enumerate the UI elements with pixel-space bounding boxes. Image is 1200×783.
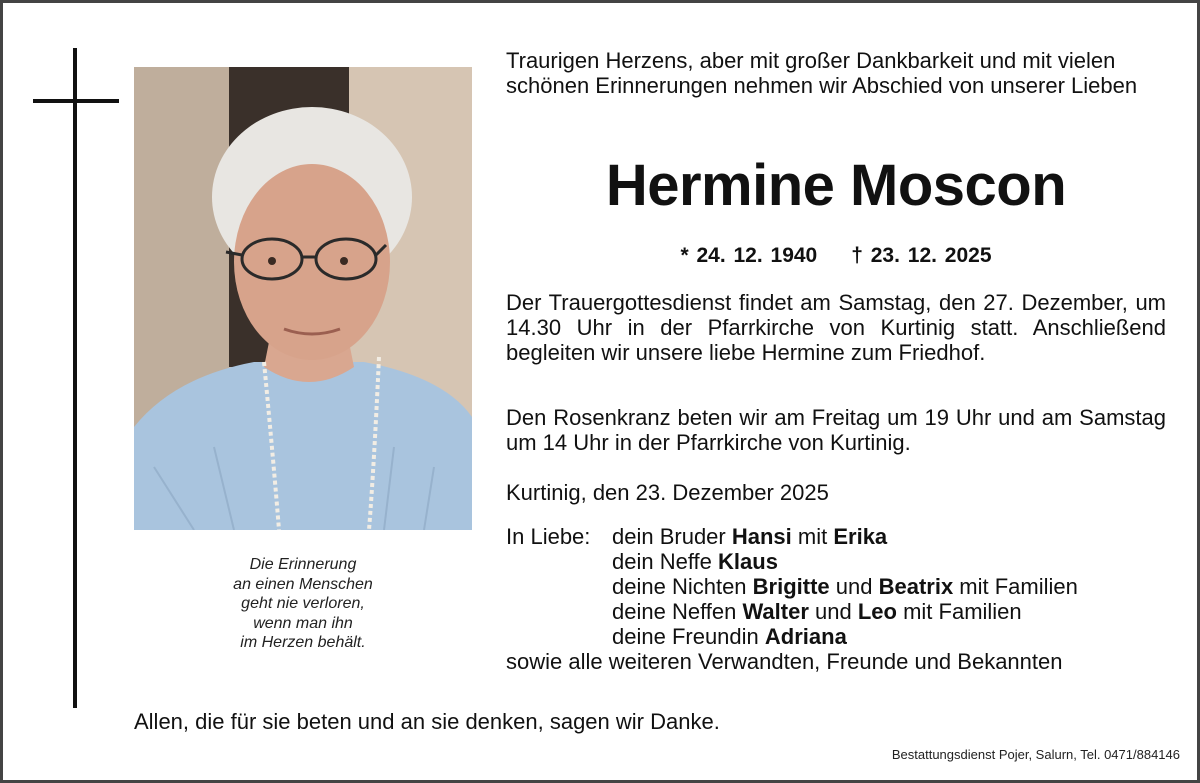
life-dates bbox=[506, 242, 1166, 270]
birth-date: * 24. 12. 1940 bbox=[680, 244, 818, 267]
mourner-row: In Liebe: dein Bruder Hansi mit Erika bbox=[506, 524, 888, 549]
funeral-service-contact: Bestattungsdienst Pojer, Salurn, Tel. 0471/884146 bbox=[891, 747, 1180, 762]
mourners-list bbox=[506, 524, 1078, 674]
mourner-row: deine Neffen Walter und Leo mit Familien bbox=[612, 599, 1022, 624]
thanks-line: Allen, die für sie beten und an sie denken, sagen wir Danke. bbox=[134, 709, 720, 734]
cross-icon-bar bbox=[33, 99, 119, 103]
mourner-row: dein Neffe Klaus bbox=[612, 549, 778, 574]
quote-line: im Herzen behält. bbox=[240, 634, 366, 651]
memorial-quote bbox=[134, 555, 472, 653]
intro-text: Traurigen Herzens, aber mit großer Dankbarkeit und mit vielen schönen Erinnerungen nehmen wir Abschied von unserer Lieben bbox=[506, 48, 1138, 98]
mourners-label: In Liebe: bbox=[506, 524, 591, 549]
cross-icon bbox=[73, 48, 77, 708]
mourner-row: deine Nichten Brigitte und Beatrix mit Familien bbox=[612, 574, 1078, 599]
service-paragraph: Der Trauergottesdienst findet am Samstag, den 27. Dezember, um 14.30 Uhr in der Pfarrkirche von Kurtinig statt. Anschließend begleiten wir unsere liebe Hermine zum Friedhof. bbox=[506, 290, 1166, 365]
quote-line: geht nie verloren, bbox=[241, 595, 365, 612]
rosary-paragraph: Den Rosenkranz beten wir am Freitag um 19 Uhr und am Samstag um 14 Uhr in der Pfarrkirche von Kurtinig. bbox=[506, 405, 1166, 455]
quote-line: wenn man ihn bbox=[253, 614, 353, 632]
quote-line: an einen Menschen bbox=[233, 575, 373, 593]
portrait-photo bbox=[134, 67, 472, 530]
mourner-row: deine Freundin Adriana bbox=[612, 624, 847, 649]
place-date: Kurtinig, den 23. Dezember 2025 bbox=[506, 480, 829, 505]
mourners-closing: sowie alle weiteren Verwandten, Freunde und Bekannten bbox=[506, 649, 1063, 674]
deceased-name: Hermine Moscon bbox=[605, 153, 1067, 218]
quote-line: Die Erinnerung bbox=[249, 556, 357, 573]
death-date: † 23. 12. 2025 bbox=[851, 244, 992, 267]
